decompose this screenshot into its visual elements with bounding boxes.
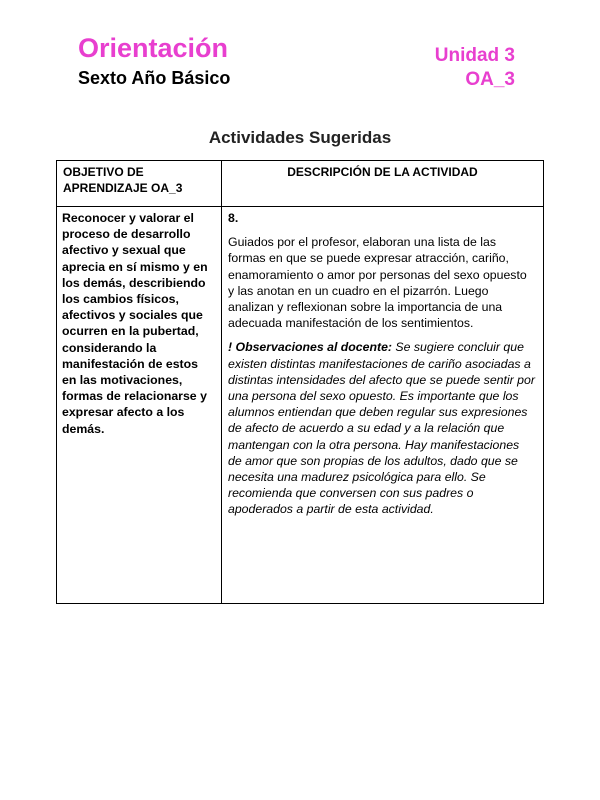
- activity-description: Guiados por el profesor, elaboran una lista de las formas en que se puede expresar atracción, cariño, enamoramiento o amor por personas del sexo opuesto y las anotan en un cuadro en el pizarrón. Luego analizan y reflexionan sobre la importancia de una adecuada manifestación de los sentimientos.: [228, 235, 527, 331]
- observation-text: Se sugiere concluir que existen distintas manifestaciones de cariño asociadas a distintas intensidades del afecto que se puede sentir por una persona del sexo opuesto. Es importante que los alumnos entiendan que deben regular sus expresiones de afecto de acuerdo a su edad y a la relación que mantengan con la otra persona. Hay manifestaciones de amor que son propias de los adultos, dado que se necesita una madurez psicológica para ello. Se recomienda que conversen con sus padres o apoderados a partir de esta actividad.: [228, 340, 535, 517]
- objective-text: Reconocer y valorar el proceso de desarrollo afectivo y sexual que aprecia en sí mismo y en los demás, describiendo los cambios físicos, afectivos y sociales que ocurren en la pubertad, considerando la manifestación de estos en las motivaciones, formas de relacionarse y expresar afecto a los demás.: [57, 207, 222, 604]
- objective-code-label: OA_3: [465, 69, 515, 90]
- activity-number: 8.: [228, 211, 239, 225]
- table-row: [57, 207, 544, 604]
- section-title: Actividades Sugeridas: [208, 128, 392, 147]
- activity-cell: [222, 207, 544, 604]
- unit-label: Unidad 3: [434, 45, 515, 66]
- observation-label: ! Observaciones al docente:: [228, 340, 393, 355]
- grade-subtitle: Sexto Año Básico: [78, 68, 231, 88]
- description-column-header: DESCRIPCIÓN DE LA ACTIVIDAD: [222, 161, 544, 207]
- subject-title: Orientación: [78, 33, 229, 63]
- objective-column-header: OBJETIVO DE APRENDIZAJE OA_3: [57, 161, 222, 207]
- activity-table: [56, 160, 544, 604]
- table-header-row: [57, 161, 544, 207]
- teacher-observation: [228, 339, 535, 517]
